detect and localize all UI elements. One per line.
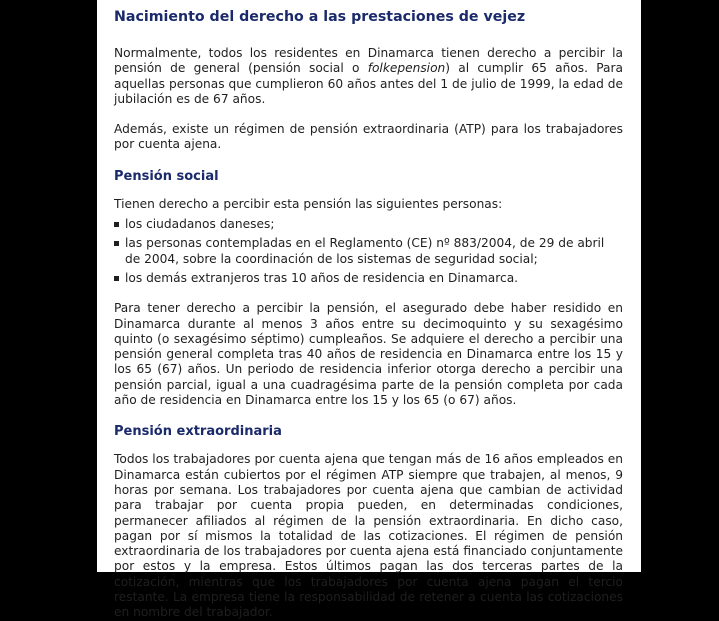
bullet-icon [114,241,119,246]
list-item [114,271,623,286]
document-page [97,0,641,620]
social-lead: Tienen derecho a percibir esta pensión las siguientes personas: [114,196,503,211]
list-item-text: los demás extranjeros tras 10 años de residencia en Dinamarca. [125,270,519,285]
intro-paragraph-1 [114,46,623,107]
eligibility-list [114,217,623,286]
intro-emphasis: folkepension [367,61,446,76]
list-item [114,217,623,232]
intro-text-b: ) al cumplir 65 años. Para aquellas personas que cumplieron 60 años antes del 1 de julio de 1999, la edad de jubilación es de 67 años. [114,61,623,106]
section-heading-extraordinaria: Pensión extraordinaria [114,424,282,440]
section-heading-social: Pensión social [114,168,219,184]
extraordinaria-paragraph: Todos los trabajadores por cuenta ajena que tengan más de 16 años empleados en Dinamarca están cubiertos por el régimen ATP siempre que trabajen, al menos, 9 horas por semana. Los trabajadores por cuenta ajena que cambian de actividad para trabajar por cuenta propia pueden, en determinadas condiciones, permanecer afiliados al régimen de la pensión extraordinaria. En dicho caso, pagan por sí mismos la totalidad de las cotizaciones. El régimen de pensión extraordinaria de los trabajadores por cuenta ajena está financiado conjuntamente por estos y la empresa. Estos últimos pagan las dos terceras partes de la cotización, mientras que los trabajadores por cuenta ajena pagan el tercio restante. La empresa tiene la responsabilidad de retener a cuenta las cotizaciones en nombre del trabajador. [114,452,623,620]
list-item-text: las personas contempladas en el Reglamento (CE) nº 883/2004, de 29 de abril de 2004, sobre la coordinación de los sistemas de seguridad social; [125,236,605,266]
intro-paragraph-2: Además, existe un régimen de pensión extraordinaria (ATP) para los trabajadores por cuenta ajena. [114,122,623,152]
intro-text-a: Normalmente, todos los residentes en Dinamarca tienen derecho a percibir la pensión de general (pensión social o [114,46,623,76]
list-item [114,236,623,267]
bullet-icon [114,222,119,227]
list-item-text: los ciudadanos daneses; [125,217,275,232]
page-title: Nacimiento del derecho a las prestaciones de vejez [114,9,526,25]
social-paragraph: Para tener derecho a percibir la pensión, el asegurado debe haber residido en Dinamarca durante al menos 3 años entre su decimoquinto y su sexagésimo quinto (o sexagésimo séptimo) cumpleaños. Se adquiere el derecho a percibir una pensión general completa tras 40 años de residencia en Dinamarca entre los 15 y los 65 (67) años. Un periodo de residencia inferior otorga derecho a percibir una pensión parcial, igual a una cuadragésima parte de la pensión completa por cada año de residencia en Dinamarca entre los 15 y los 65 (o 67) años. [114,301,623,408]
bullet-icon [114,276,119,281]
document-content [114,0,623,621]
